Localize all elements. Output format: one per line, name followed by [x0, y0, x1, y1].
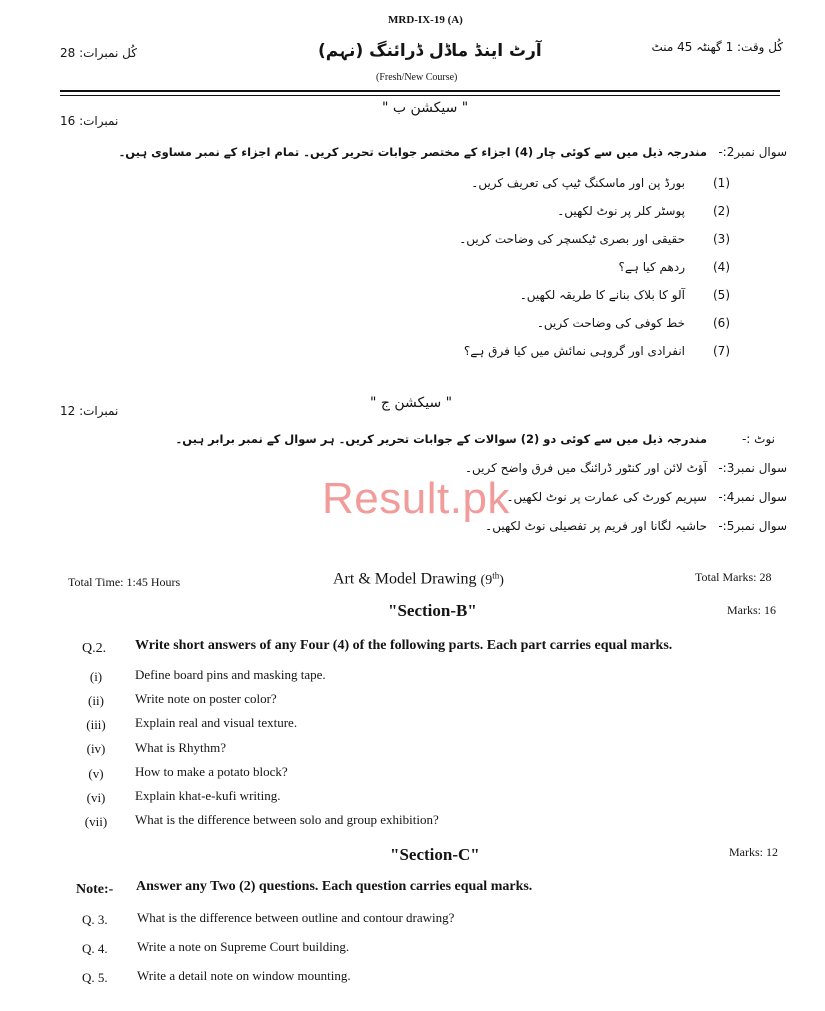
question-text: Write a note on Supreme Court building.	[137, 939, 350, 954]
part-text: What is Rhythm?	[135, 740, 226, 755]
urdu-total-time: کُل وقت: 1 گھنٹہ 45 منٹ	[651, 40, 783, 54]
question-number: Q. 5.	[82, 970, 108, 985]
question-number: Q. 3.	[82, 912, 108, 927]
part-text: What is the difference between solo and group exhibition?	[135, 812, 439, 827]
part-number: (vi)	[86, 790, 106, 805]
urdu-q5-text: حاشیہ لگانا اور فریم پر تفصیلی نوٹ لکھیں۔	[485, 519, 707, 533]
section-b-marks: Marks: 16	[727, 603, 776, 617]
part-number: (iv)	[86, 741, 106, 756]
urdu-q3-text: آؤٹ لائن اور کنٹور ڈرائنگ میں فرق واضح کریں۔	[464, 461, 707, 475]
part-text: How to make a potato block?	[135, 764, 288, 779]
part-number: (v)	[88, 766, 104, 781]
paper-title-text: Art & Model Drawing	[333, 570, 477, 588]
urdu-section-c-marks: نمبرات: 12	[60, 404, 119, 418]
part-number: (vii)	[84, 814, 108, 829]
urdu-total-marks: کُل نمبرات: 28	[60, 46, 137, 60]
urdu-note-text: مندرجہ ذیل میں سے کوئی دو (2) سوالات کے جوابات تحریر کریں۔ ہر سوال کے نمبر برابر ہیں۔	[175, 432, 707, 446]
urdu-section-b-marks: نمبرات: 16	[60, 114, 119, 128]
urdu-part-text: پوسٹر کلر پر نوٹ لکھیں۔	[557, 204, 685, 218]
q2-number: Q.2.	[82, 641, 107, 656]
course-label: (Fresh/New Course)	[376, 72, 458, 83]
urdu-q4-num: سوال نمبر4:-	[718, 490, 787, 504]
part-number: (i)	[89, 669, 103, 684]
urdu-part-text: انفرادی اور گروہی نمائش میں کیا فرق ہے؟	[463, 344, 685, 358]
urdu-part-num: (3)	[713, 232, 730, 246]
urdu-part-num: (5)	[713, 288, 730, 302]
part-text: Explain khat-e-kufi writing.	[135, 788, 281, 803]
urdu-section-c-title: " سیکشن ج "	[370, 395, 453, 411]
section-b-title: "Section-B"	[388, 601, 477, 620]
urdu-q2-label: سوال نمبر2:-	[718, 145, 787, 159]
header-rule-bottom	[60, 95, 780, 96]
paper-code: MRD-IX-19 (A)	[388, 14, 463, 26]
site-watermark: Result.pk	[322, 474, 510, 523]
urdu-q3-num: سوال نمبر3:-	[718, 461, 787, 475]
urdu-section-b-title: " سیکشن ب "	[382, 100, 469, 116]
note-label: Note:-	[76, 882, 114, 897]
q2-instruction: Write short answers of any Four (4) of the following parts. Each part carries equal marks.	[135, 638, 673, 653]
paper-title	[333, 570, 504, 589]
urdu-part-num: (7)	[713, 344, 730, 358]
urdu-q2-instruction: مندرجہ ذیل میں سے کوئی چار (4) اجزاء کے مختصر جوابات تحریر کریں۔ تمام اجزاء کے نمبر مساوی ہیں۔	[118, 145, 707, 159]
question-text: Write a detail note on window mounting.	[137, 968, 351, 983]
section-c-title: "Section-C"	[390, 845, 480, 864]
urdu-q5-num: سوال نمبر5:-	[718, 519, 787, 533]
note-text: Answer any Two (2) questions. Each question carries equal marks.	[136, 879, 533, 894]
urdu-part-num: (6)	[713, 316, 730, 330]
urdu-q4-text: سپریم کورٹ کی عمارت پر نوٹ لکھیں۔	[506, 490, 707, 504]
section-c-marks: Marks: 12	[729, 845, 778, 859]
part-number: (ii)	[88, 693, 104, 708]
grade-label: (9th)	[480, 570, 504, 588]
urdu-part-num: (4)	[713, 260, 730, 274]
question-text: What is the difference between outline and contour drawing?	[137, 910, 455, 925]
urdu-note-label: نوٹ :-	[741, 432, 775, 446]
part-text: Write note on poster color?	[135, 691, 277, 706]
part-number: (iii)	[86, 717, 106, 732]
urdu-paper-title: آرٹ اینڈ ماڈل ڈرائنگ (نہم)	[318, 41, 542, 61]
total-time: Total Time: 1:45 Hours	[68, 575, 181, 589]
header-rule-top	[60, 90, 780, 92]
urdu-part-text: آلو کا بلاک بنانے کا طریقہ لکھیں۔	[519, 288, 685, 302]
urdu-part-text: حقیقی اور بصری ٹیکسچر کی وضاحت کریں۔	[459, 232, 685, 246]
total-marks: Total Marks: 28	[695, 570, 772, 584]
urdu-part-text: بورڈ پن اور ماسکنگ ٹیپ کی تعریف کریں۔	[471, 176, 685, 190]
question-number: Q. 4.	[82, 941, 108, 956]
part-text: Define board pins and masking tape.	[135, 667, 326, 682]
urdu-part-num: (1)	[713, 176, 730, 190]
urdu-part-text: ردھم کیا ہے؟	[618, 260, 685, 274]
urdu-part-num: (2)	[713, 204, 730, 218]
urdu-part-text: خط کوفی کی وضاحت کریں۔	[536, 316, 685, 330]
part-text: Explain real and visual texture.	[135, 715, 298, 730]
